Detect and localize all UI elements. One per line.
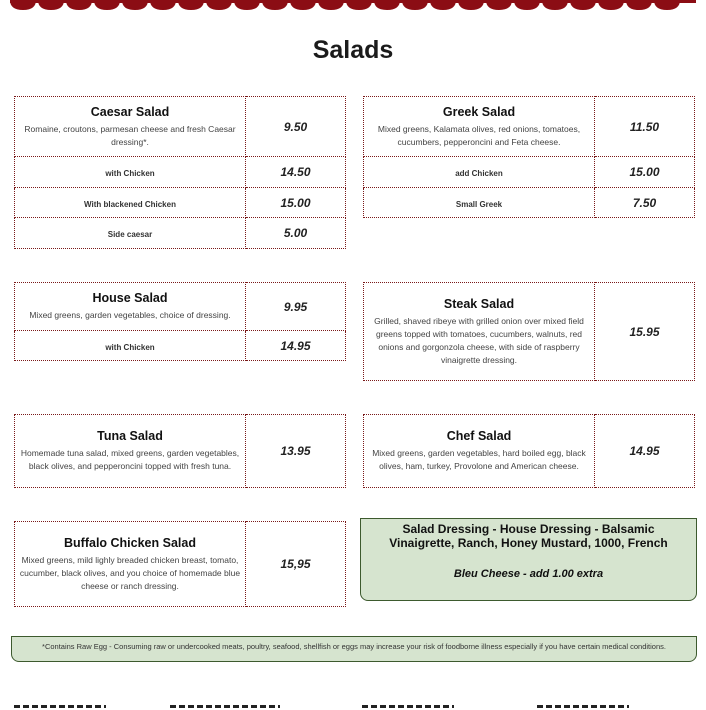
- steak-salad-table: [363, 282, 695, 381]
- caesar-salad-table: [14, 96, 346, 249]
- bottom-divider: [537, 705, 629, 708]
- scallop-shape: [150, 0, 176, 10]
- page-title: Salads: [312, 36, 394, 64]
- scallop-shape: [374, 0, 400, 10]
- option-price: 15.00: [595, 157, 695, 188]
- option-price: 5.00: [246, 218, 346, 249]
- scallop-shape: [38, 0, 64, 10]
- dressing-list: Salad Dressing - House Dressing - Balsamic Vinaigrette, Ranch, Honey Mustard, 1000, French: [389, 522, 668, 550]
- option-label: add Chicken: [455, 169, 503, 178]
- option-label: Small Greek: [455, 199, 503, 209]
- menu-item: [364, 283, 595, 381]
- dressing-extra: Bleu Cheese - add 1.00 extra: [453, 568, 604, 580]
- item-description: Mixed greens, Kalamata olives, red onions, tomatoes, cucumbers, pepperoncini and Feta cheese.: [377, 123, 581, 147]
- bottom-divider: [14, 705, 106, 708]
- item-price: 9.95: [246, 283, 346, 331]
- scallop-shape: [206, 0, 232, 10]
- item-name: Caesar Salad: [90, 104, 170, 119]
- scallop-shape: [346, 0, 372, 10]
- item-description: Mixed greens, garden vegetables, choice of dressing.: [29, 310, 231, 320]
- scallop-shape: [626, 0, 652, 10]
- bottom-divider: [362, 705, 454, 708]
- scallop-shape: [598, 0, 624, 10]
- scallop-shape: [10, 0, 36, 10]
- option-price: 7.50: [595, 188, 695, 218]
- item-price: 13.95: [246, 415, 346, 488]
- item-price: 11.50: [595, 97, 695, 157]
- greek-salad-table: [363, 96, 695, 218]
- option-price: 14.95: [246, 331, 346, 361]
- menu-item: [15, 522, 246, 607]
- option-label: With blackened Chicken: [84, 199, 176, 209]
- menu-item: [15, 415, 246, 488]
- tuna-salad-table: [14, 414, 346, 488]
- option-price: 14.50: [246, 157, 346, 188]
- scallop-shape: [318, 0, 344, 10]
- scalloped-border: [0, 0, 706, 12]
- bottom-divider: [170, 705, 280, 708]
- item-price: 9.50: [246, 97, 346, 157]
- scallop-shape: [66, 0, 92, 10]
- item-price: 14.95: [595, 415, 695, 488]
- house-salad-table: [14, 282, 346, 361]
- scallop-shape: [570, 0, 596, 10]
- item-description: Homemade tuna salad, mixed greens, garden vegetables, black olives, and pepperoncini topped with fresh tuna.: [20, 448, 240, 471]
- scallop-shape: [654, 0, 680, 10]
- scallop-shape: [178, 0, 204, 10]
- salad-dressing-panel: [360, 518, 697, 601]
- option-price: 15.00: [246, 188, 346, 218]
- item-description: Mixed greens, garden vegetables, hard boiled egg, black olives, ham, turkey, Provolone and American cheese.: [372, 448, 586, 471]
- item-name: Chef Salad: [446, 429, 512, 443]
- item-price: 15.95: [595, 283, 695, 381]
- item-name: Tuna Salad: [97, 429, 163, 443]
- item-name: Steak Salad: [443, 296, 515, 311]
- item-description: Romaine, croutons, parmesan cheese and fresh Caesar dressing*.: [24, 123, 236, 147]
- item-name: Buffalo Chicken Salad: [64, 535, 196, 550]
- raw-egg-notice: *Contains Raw Egg - Consuming raw or undercooked meats, poultry, seafood, shellfish or eggs may increase your risk of foodborne illness especially if you have certain medical conditions.: [11, 636, 697, 662]
- scallop-shape: [122, 0, 148, 10]
- scallop-shape: [94, 0, 120, 10]
- scallop-shape: [402, 0, 428, 10]
- item-price: 15,95: [246, 522, 346, 607]
- menu-item: [364, 415, 595, 488]
- scallop-shape: [290, 0, 316, 10]
- option-label: with Chicken: [105, 342, 155, 352]
- buffalo-chicken-salad-table: [14, 521, 346, 607]
- scallop-shape: [430, 0, 456, 10]
- option-label: with Chicken: [105, 169, 155, 178]
- scallop-shape: [262, 0, 288, 10]
- scallop-shape: [458, 0, 484, 10]
- item-name: Greek Salad: [442, 104, 516, 119]
- item-name: House Salad: [92, 291, 168, 305]
- scallop-shape: [486, 0, 512, 10]
- menu-item: [15, 283, 246, 331]
- menu-item: [15, 97, 246, 157]
- scallop-shape: [542, 0, 568, 10]
- item-description: Grilled, shaved ribeye with grilled onion over mixed field greens topped with tomatoes, cucumbers, walnuts, red onions and gorgonzola cheese, with side of raspberry vinaigrette dressing.: [374, 315, 584, 365]
- option-label: Side caesar: [107, 230, 153, 239]
- menu-item: [364, 97, 595, 157]
- scallop-shape: [514, 0, 540, 10]
- item-description: Mixed greens, mild lighly breaded chicken breast, tomato, cucumber, black olives, and you choice of homemade blue cheese or ranch dressing.: [19, 554, 241, 591]
- chef-salad-table: [363, 414, 695, 488]
- scallop-shape: [234, 0, 260, 10]
